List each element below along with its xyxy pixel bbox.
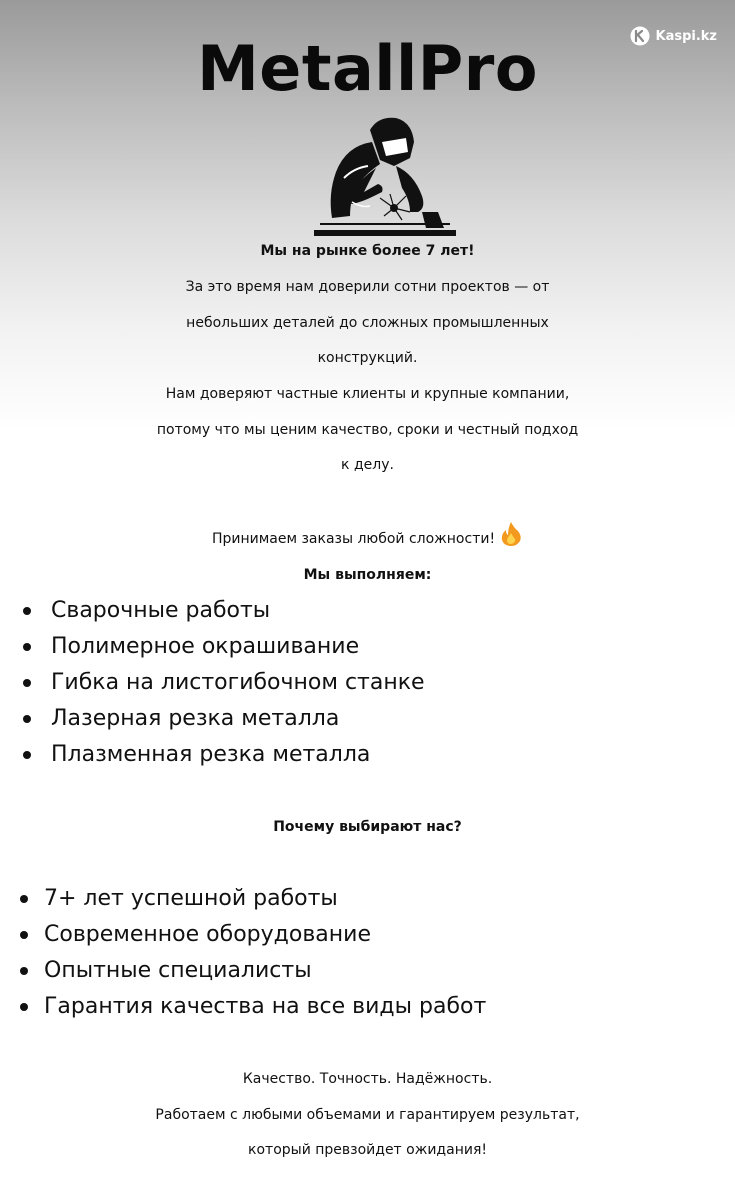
orders-text: Принимаем заказы любой сложности! bbox=[211, 531, 496, 547]
list-item: Опытные специалисты bbox=[20, 953, 486, 989]
list-item: Лазерная резка металла bbox=[20, 701, 425, 737]
intro-line: к делу. bbox=[341, 457, 394, 473]
closing-line: Работаем с любыми объемами и гарантируем результат, bbox=[155, 1107, 580, 1123]
list-item: Плазменная резка металла bbox=[20, 737, 425, 773]
closing-line: который превзойдет ожидания! bbox=[248, 1142, 487, 1158]
fire-emoji-icon bbox=[499, 521, 523, 547]
watermark-text: Kaspi.kz bbox=[655, 28, 717, 44]
closing-line: Качество. Точность. Надёжность. bbox=[242, 1071, 493, 1087]
services-list bbox=[20, 593, 425, 773]
intro-line: За это время нам доверили сотни проектов — от bbox=[185, 279, 550, 295]
list-item: Полимерное окрашивание bbox=[20, 629, 425, 665]
orders-line bbox=[0, 521, 735, 557]
brand-title: MetallPro bbox=[197, 32, 538, 105]
welder-logo-icon bbox=[310, 112, 460, 252]
list-item: Современное оборудование bbox=[20, 917, 486, 953]
services-heading: Мы выполняем: bbox=[303, 567, 432, 583]
intro-line: небольших деталей до сложных промышленных bbox=[186, 315, 549, 331]
intro-line: конструкций. bbox=[317, 350, 418, 366]
list-item: Гарантия качества на все виды работ bbox=[20, 989, 486, 1025]
list-item: Гибка на листогибочном станке bbox=[20, 665, 425, 701]
intro-headline: Мы на рынке более 7 лет! bbox=[260, 243, 475, 259]
why-list bbox=[20, 881, 486, 1025]
why-heading: Почему выбирают нас? bbox=[273, 819, 462, 835]
intro-line: Нам доверяют частные клиенты и крупные компании, bbox=[165, 386, 570, 402]
list-item: 7+ лет успешной работы bbox=[20, 881, 486, 917]
list-item: Сварочные работы bbox=[20, 593, 425, 629]
intro-line: потому что мы ценим качество, сроки и честный подход bbox=[156, 422, 579, 438]
